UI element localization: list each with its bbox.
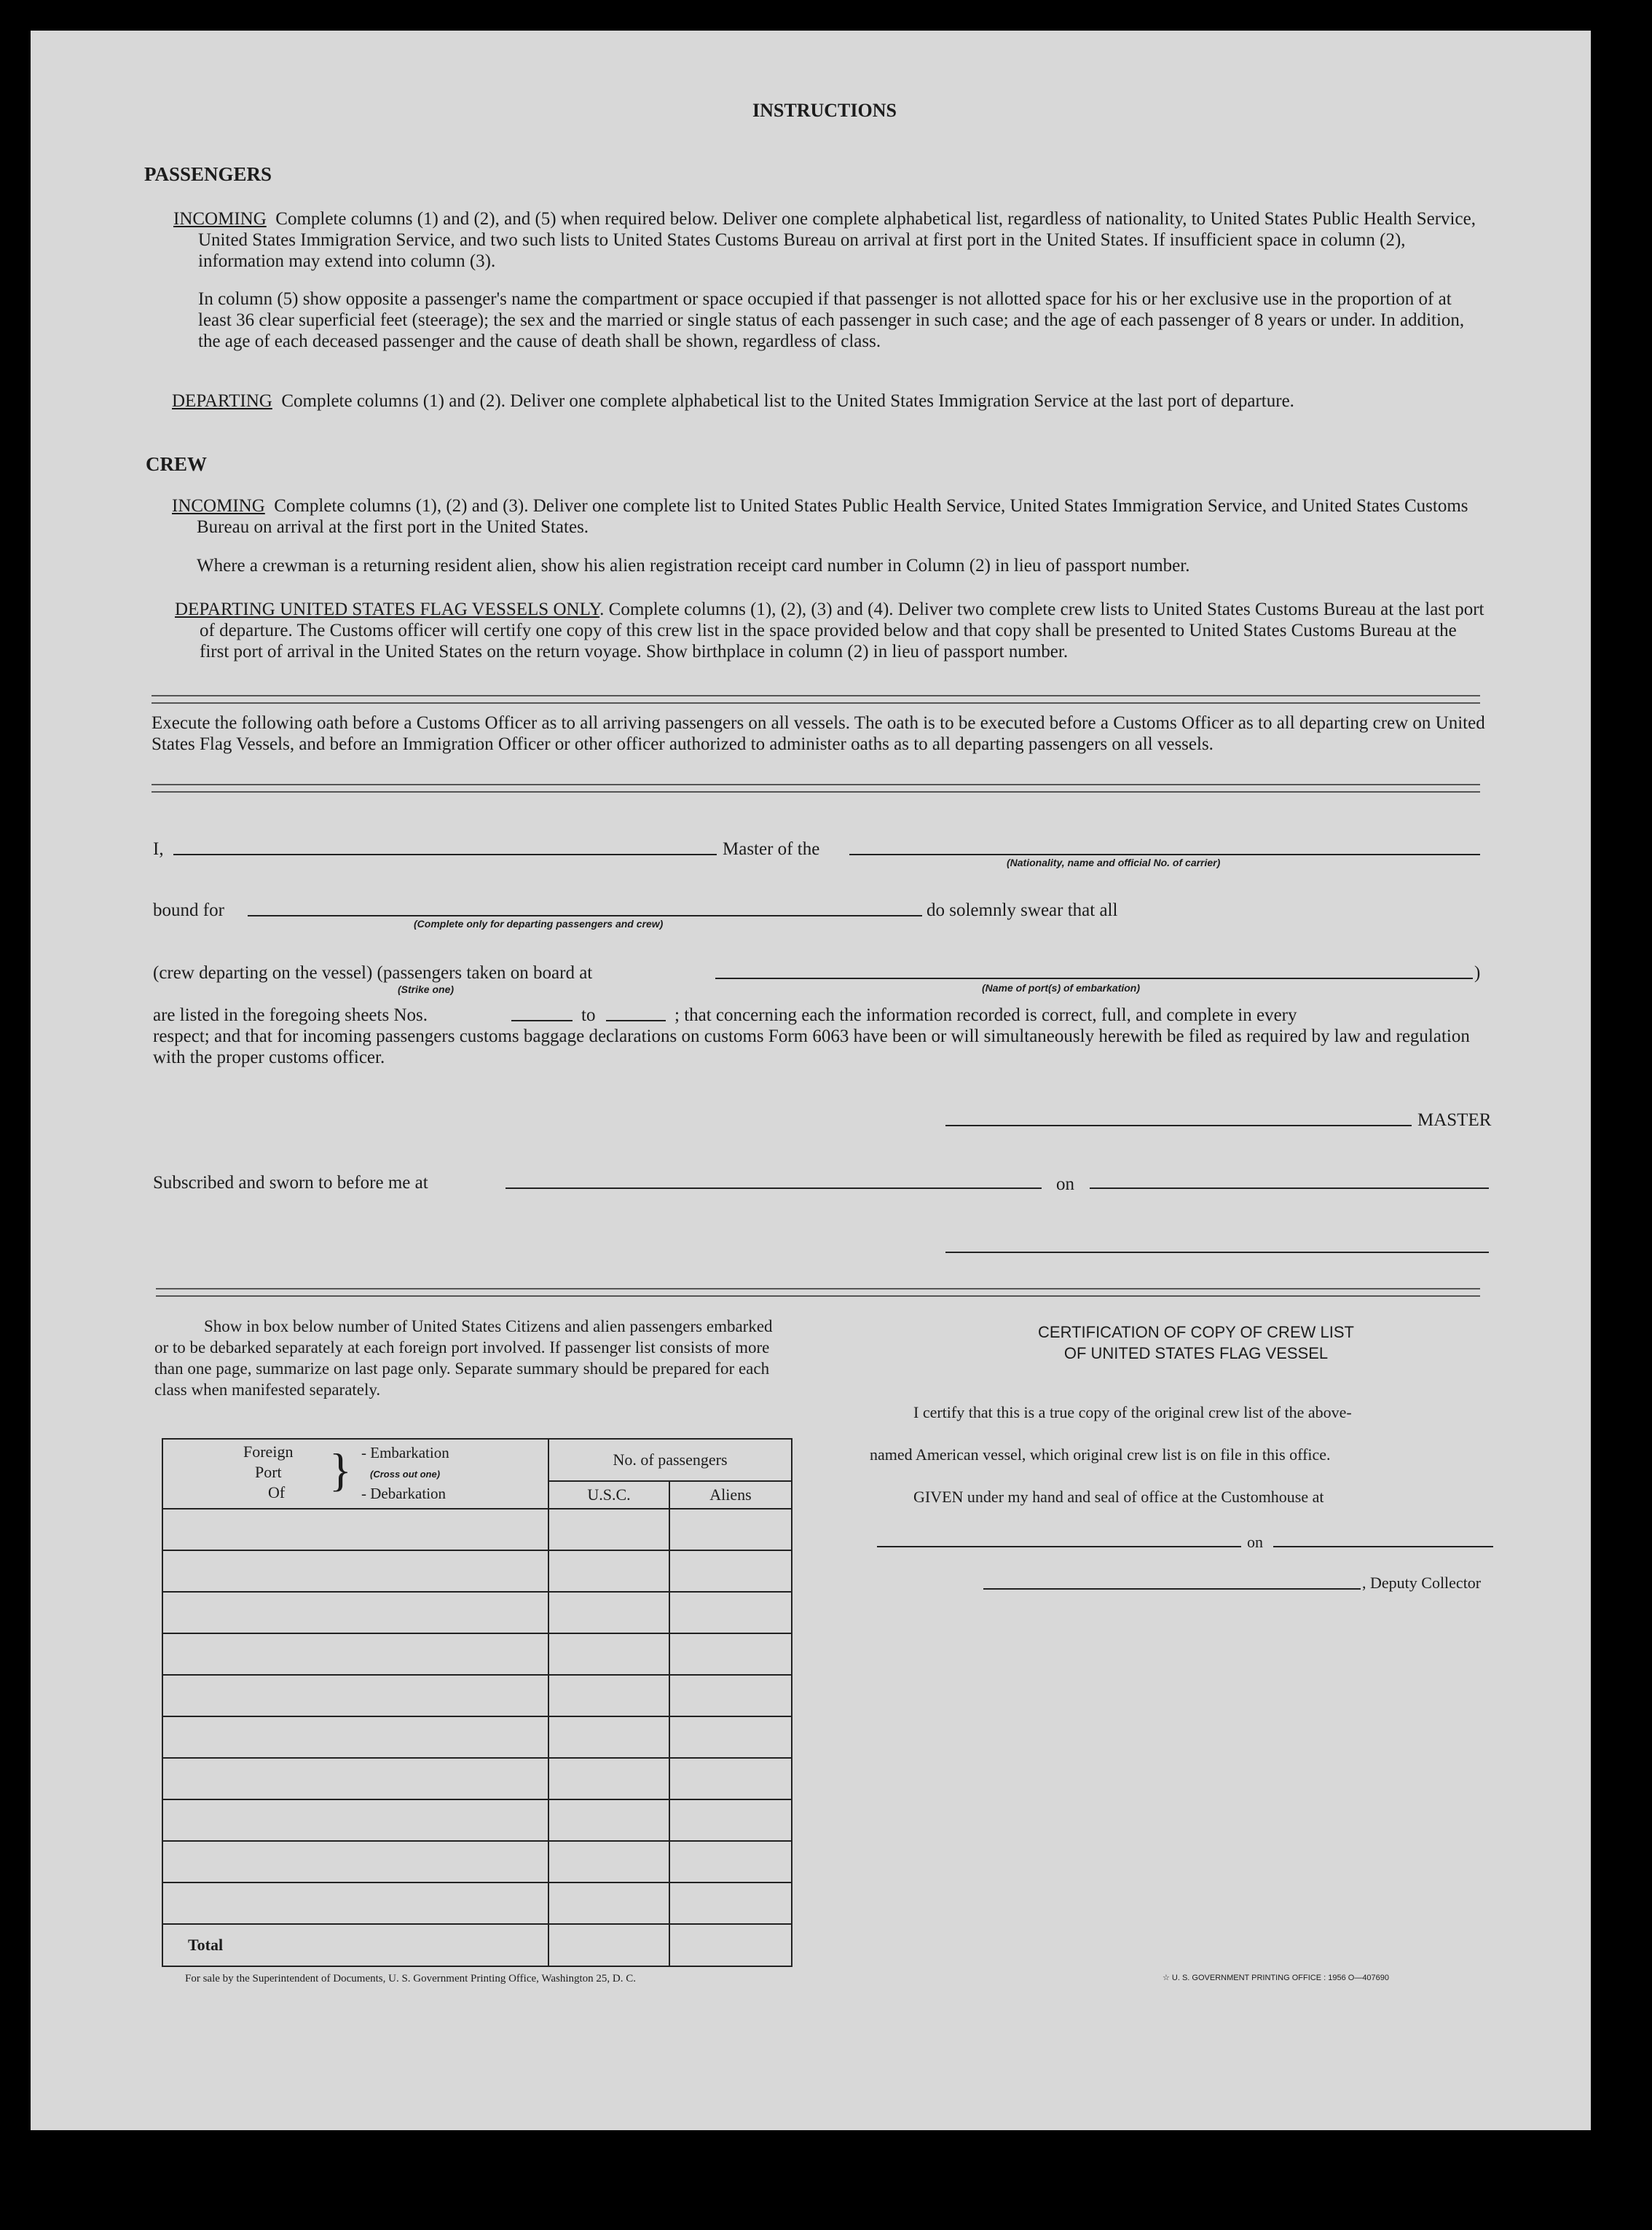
aliens-cell[interactable] bbox=[669, 1550, 792, 1592]
footer-left: For sale by the Superintendent of Documents, U. S. Government Printing Office, Washington 25, D. C. bbox=[185, 1973, 636, 1984]
port-cell[interactable] bbox=[162, 1633, 548, 1675]
master-of-the-label: Master of the bbox=[723, 839, 820, 859]
sheet-to-field[interactable] bbox=[606, 1020, 666, 1021]
port-cell[interactable] bbox=[162, 1799, 548, 1841]
carrier-field[interactable] bbox=[849, 854, 1480, 855]
cross-out-hint: (Cross out one) bbox=[370, 1469, 441, 1480]
aliens-cell[interactable] bbox=[669, 1592, 792, 1633]
passengers-incoming-label: INCOMING bbox=[173, 209, 267, 229]
port-cell[interactable] bbox=[162, 1675, 548, 1716]
crew-incoming-label: INCOMING bbox=[172, 496, 265, 516]
footer-right: ☆ U. S. GOVERNMENT PRINTING OFFICE : 1956 O—407690 bbox=[1163, 1974, 1390, 1982]
aliens-cell[interactable] bbox=[669, 1675, 792, 1716]
crew-resident bbox=[197, 555, 1486, 576]
crew-departing bbox=[175, 599, 1486, 662]
subscribed-label: Subscribed and sworn to before me at bbox=[153, 1173, 428, 1193]
embarkation-label: - Embarkation bbox=[361, 1444, 449, 1461]
certification-line-1: I certify that this is a true copy of the original crew list of the above- bbox=[913, 1403, 1352, 1421]
summary-instruction-text: Show in box below number of United States Citizens and alien passengers embarked or to be debarked separately at each foreign port involved. If passenger list consists of more than one page, summarize on last page only. Separate summary should be prepared for each class when manifested separately. bbox=[154, 1317, 773, 1399]
port-cell[interactable] bbox=[162, 1882, 548, 1924]
oath-instruction-text: Execute the following oath before a Customs Officer as to all arriving passengers on all vessels. The oath is to be executed before a Customs Officer as to all departing crew on United States Flag Vessels, and before an Immigration Officer or other officer authorized to administer oaths as to all departing passengers on all vessels. bbox=[152, 713, 1485, 754]
certification-line-2: named American vessel, which original crew list is on file in this office. bbox=[870, 1445, 1331, 1464]
passengers-incoming bbox=[173, 208, 1484, 272]
total-usc-cell[interactable] bbox=[548, 1924, 669, 1966]
usc-cell[interactable] bbox=[548, 1509, 669, 1550]
passengers-departing-text: Complete columns (1) and (2). Deliver one complete alphabetical list to the United States Immigration Service at the last port of departure. bbox=[281, 391, 1294, 411]
certification-line-3: GIVEN under my hand and seal of office at the Customhouse at bbox=[913, 1488, 1324, 1506]
port-embarkation-hint: (Name of port(s) of embarkation) bbox=[982, 982, 1141, 994]
aliens-header: Aliens bbox=[669, 1481, 792, 1509]
customhouse-field[interactable] bbox=[877, 1546, 1241, 1547]
port-cell[interactable] bbox=[162, 1592, 548, 1633]
usc-cell[interactable] bbox=[548, 1592, 669, 1633]
aliens-cell[interactable] bbox=[669, 1882, 792, 1924]
subscribed-date-field[interactable] bbox=[1090, 1187, 1489, 1189]
divider bbox=[152, 784, 1480, 793]
no-passengers-header: No. of passengers bbox=[548, 1439, 792, 1481]
divider bbox=[156, 1288, 1480, 1297]
usc-cell[interactable] bbox=[548, 1758, 669, 1799]
aliens-cell[interactable] bbox=[669, 1716, 792, 1758]
page-title: INSTRUCTIONS bbox=[752, 100, 897, 121]
close-paren: ) bbox=[1474, 963, 1481, 983]
usc-cell[interactable] bbox=[548, 1841, 669, 1882]
usc-cell[interactable] bbox=[548, 1882, 669, 1924]
summary-instruction bbox=[154, 1316, 790, 1400]
divider bbox=[152, 695, 1480, 704]
subscribed-place-field[interactable] bbox=[506, 1187, 1042, 1189]
listed-rest-text: respect; and that for incoming passengers customs baggage declarations on customs Form 6063 have been or will simultaneously herewith be filed as required by law and regulation with the proper customs officer. bbox=[153, 1026, 1470, 1067]
port-cell[interactable] bbox=[162, 1841, 548, 1882]
sheet-from-field[interactable] bbox=[511, 1020, 573, 1021]
aliens-cell[interactable] bbox=[669, 1799, 792, 1841]
subscribed-on-label: on bbox=[1056, 1174, 1074, 1194]
of-label: Of bbox=[268, 1483, 286, 1501]
master-signature-field[interactable] bbox=[945, 1125, 1412, 1126]
aliens-cell[interactable] bbox=[669, 1758, 792, 1799]
usc-cell[interactable] bbox=[548, 1633, 669, 1675]
crew-departing-label: DEPARTING UNITED STATES FLAG VESSELS ONLY bbox=[175, 600, 600, 619]
passengers-column5-text: In column (5) show opposite a passenger's name the compartment or space occupied if that passenger is not allotted space for his or her exclusive use in the proportion of at least 36 clear superficial feet (steerage); the sex and the married or single status of each passenger in such case; and the age of each passenger of 8 years or under. In addition, the age of each deceased passenger and the cause of death shall be shown, regardless of class. bbox=[198, 289, 1465, 351]
usc-cell[interactable] bbox=[548, 1716, 669, 1758]
bound-for-hint: (Complete only for departing passengers and crew) bbox=[414, 918, 664, 930]
debarkation-label: - Debarkation bbox=[361, 1485, 447, 1502]
port-cell[interactable] bbox=[162, 1758, 548, 1799]
certification-title-line-1: CERTIFICATION OF COPY OF CREW LIST bbox=[1038, 1323, 1354, 1341]
certification-date-field[interactable] bbox=[1273, 1546, 1493, 1547]
aliens-cell[interactable] bbox=[669, 1509, 792, 1550]
certification-title bbox=[927, 1322, 1466, 1364]
swear-label: do solemnly swear that all bbox=[927, 900, 1118, 920]
listed-rest bbox=[153, 1026, 1483, 1068]
port-label: Port bbox=[255, 1463, 282, 1481]
document-page bbox=[31, 31, 1591, 2130]
certification-title-line-2: OF UNITED STATES FLAG VESSEL bbox=[1063, 1344, 1329, 1362]
port-embarkation-field[interactable] bbox=[715, 978, 1473, 979]
port-cell[interactable] bbox=[162, 1716, 548, 1758]
usc-cell[interactable] bbox=[548, 1675, 669, 1716]
strike-one-hint: (Strike one) bbox=[398, 984, 455, 995]
listed-sheets-b: ; that concerning each the information recorded is correct, full, and complete in every bbox=[674, 1005, 1297, 1025]
master-label: MASTER bbox=[1417, 1110, 1492, 1130]
total-label: Total bbox=[162, 1924, 548, 1966]
port-cell[interactable] bbox=[162, 1509, 548, 1550]
crew-resident-text: Where a crewman is a returning resident alien, show his alien registration receipt card number in Column (2) in lieu of passport number. bbox=[197, 556, 1190, 576]
passengers-departing-label: DEPARTING bbox=[172, 391, 272, 411]
crew-departing-label: (crew departing on the vessel) (passengers taken on board at bbox=[153, 963, 593, 983]
master-name-field[interactable] bbox=[173, 854, 717, 855]
passengers-departing bbox=[172, 390, 1484, 412]
usc-cell[interactable] bbox=[548, 1799, 669, 1841]
oath-i-label: I, bbox=[153, 839, 164, 859]
passengers-incoming-text: Complete columns (1) and (2), and (5) when required below. Deliver one complete alphabetical list, regardless of nationality, to United States Public Health Service, United States Immigration Service, and two such lists to United States Customs Bureau on arrival at first port in the United States. If insufficient space in column (2), information may extend into column (3). bbox=[198, 209, 1476, 271]
crew-departing-text: . Complete columns (1), (2), (3) and (4). Deliver two complete crew lists to United States Customs Bureau at the last port of departure. The Customs officer will certify one copy of this crew list in the space provided below and that copy shall be presented to United States Customs Bureau at the first port of arrival in the United States on the return voyage. Show birthplace in column (2) in lieu of passport number. bbox=[200, 600, 1484, 661]
brace-glyph: } bbox=[329, 1444, 352, 1496]
aliens-cell[interactable] bbox=[669, 1633, 792, 1675]
deputy-signature-field[interactable] bbox=[983, 1588, 1361, 1590]
port-cell[interactable] bbox=[162, 1550, 548, 1592]
crew-incoming bbox=[172, 495, 1483, 538]
oath-instruction bbox=[152, 712, 1486, 755]
total-aliens-cell[interactable] bbox=[669, 1924, 792, 1966]
passenger-summary-table bbox=[162, 1438, 792, 1967]
officer-signature-field[interactable] bbox=[945, 1252, 1489, 1253]
certification-on-label: on bbox=[1247, 1533, 1263, 1551]
crew-incoming-text: Complete columns (1), (2) and (3). Deliver one complete list to United States Public Health Service, United States Immigration Service, and United States Customs Bureau on arrival at the first port in the United States. bbox=[197, 496, 1468, 537]
usc-cell[interactable] bbox=[548, 1550, 669, 1592]
crew-heading: CREW bbox=[146, 453, 208, 475]
carrier-hint: (Nationality, name and official No. of carrier) bbox=[1007, 857, 1221, 868]
passengers-column5 bbox=[198, 288, 1484, 352]
foreign-label: Foreign bbox=[243, 1442, 294, 1461]
usc-header: U.S.C. bbox=[548, 1481, 669, 1509]
listed-sheets-a: are listed in the foregoing sheets Nos. bbox=[153, 1005, 428, 1025]
aliens-cell[interactable] bbox=[669, 1841, 792, 1882]
deputy-collector-label: , Deputy Collector bbox=[1362, 1574, 1482, 1592]
passengers-heading: PASSENGERS bbox=[144, 163, 272, 185]
bound-for-label: bound for bbox=[153, 900, 224, 920]
listed-to-label: to bbox=[581, 1005, 596, 1025]
header-port-cell bbox=[162, 1439, 548, 1509]
bound-for-field[interactable] bbox=[248, 915, 922, 916]
